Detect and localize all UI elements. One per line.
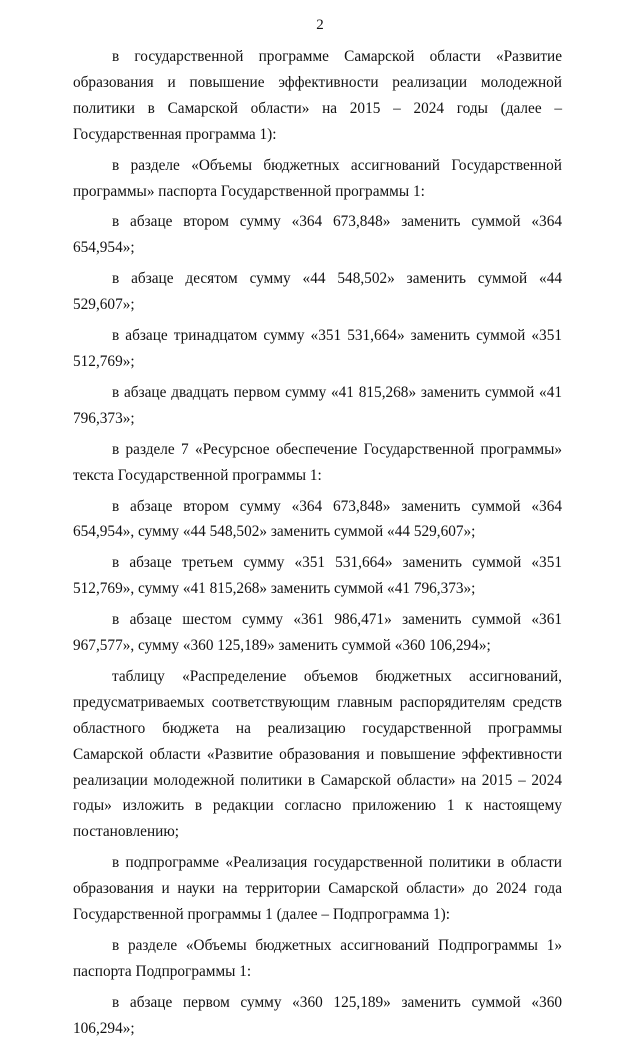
paragraph-second-para-two-amounts: в абзаце втором сумму «364 673,848» заменить суммой «364 654,954», сумму «44 548,502» заменить суммой «44 529,607»; <box>73 497 562 541</box>
page-number: 2 <box>316 17 324 33</box>
paragraph-first-para-amount: в абзаце первом сумму «360 125,189» заменить суммой «360 106,294»; <box>73 993 562 1037</box>
paragraph-thirteenth-para-amount: в абзаце тринадцатом сумму «351 531,664» заменить суммой «351 512,769»; <box>73 327 562 370</box>
document-body <box>73 44 562 1042</box>
paragraph-tenth-para-amount: в абзаце десятом сумму «44 548,502» заменить суммой «44 529,607»; <box>73 270 562 314</box>
paragraph-subprogram-budget-section: в разделе «Объемы бюджетных ассигнований Подпрограммы 1» паспорта Подпрограммы 1: <box>73 937 562 980</box>
paragraph-section-7-resources: в разделе 7 «Ресурсное обеспечение Государственной программы» текста Государственной программы 1: <box>73 440 562 484</box>
paragraph-twenty-first-para-amount: в абзаце двадцать первом сумму «41 815,268» заменить суммой «41 796,373»; <box>73 383 562 427</box>
paragraph-table-distribution: таблицу «Распределение объемов бюджетных ассигнований, предусматриваемых соответствующим главным распорядителям средств областного бюджета на реализацию государственной программы Самарской области «Развитие образования и повышение эффективности реализации молодежной политики в Самарской области» на 2015 – 2024 годы» изложить в редакции согласно приложению 1 к настоящему постановлению; <box>73 667 562 841</box>
paragraph-second-para-amount: в абзаце втором сумму «364 673,848» заменить суммой «364 654,954»; <box>73 213 562 257</box>
paragraph-sixth-para-two-amounts: в абзаце шестом сумму «361 986,471» заменить суммой «361 967,577», сумму «360 125,189» заменить суммой «360 106,294»; <box>73 611 562 655</box>
paragraph-subprogram-1: в подпрограмме «Реализация государственной политики в области образования и науки на территории Самарской области» до 2024 года Государственной программы 1 (далее – Подпрограмма 1): <box>73 854 562 924</box>
paragraph-state-program: в государственной программе Самарской области «Развитие образования и повышение эффективности реализации молодежной политики в Самарской области» на 2015 – 2024 годы (далее – Государственная программа 1): <box>73 48 562 143</box>
paragraph-third-para-two-amounts: в абзаце третьем сумму «351 531,664» заменить суммой «351 512,769», сумму «41 815,268» заменить суммой «41 796,373»; <box>73 554 562 598</box>
paragraph-section-budget-passport: в разделе «Объемы бюджетных ассигнований Государственной программы» паспорта Государственной программы 1: <box>73 156 562 200</box>
